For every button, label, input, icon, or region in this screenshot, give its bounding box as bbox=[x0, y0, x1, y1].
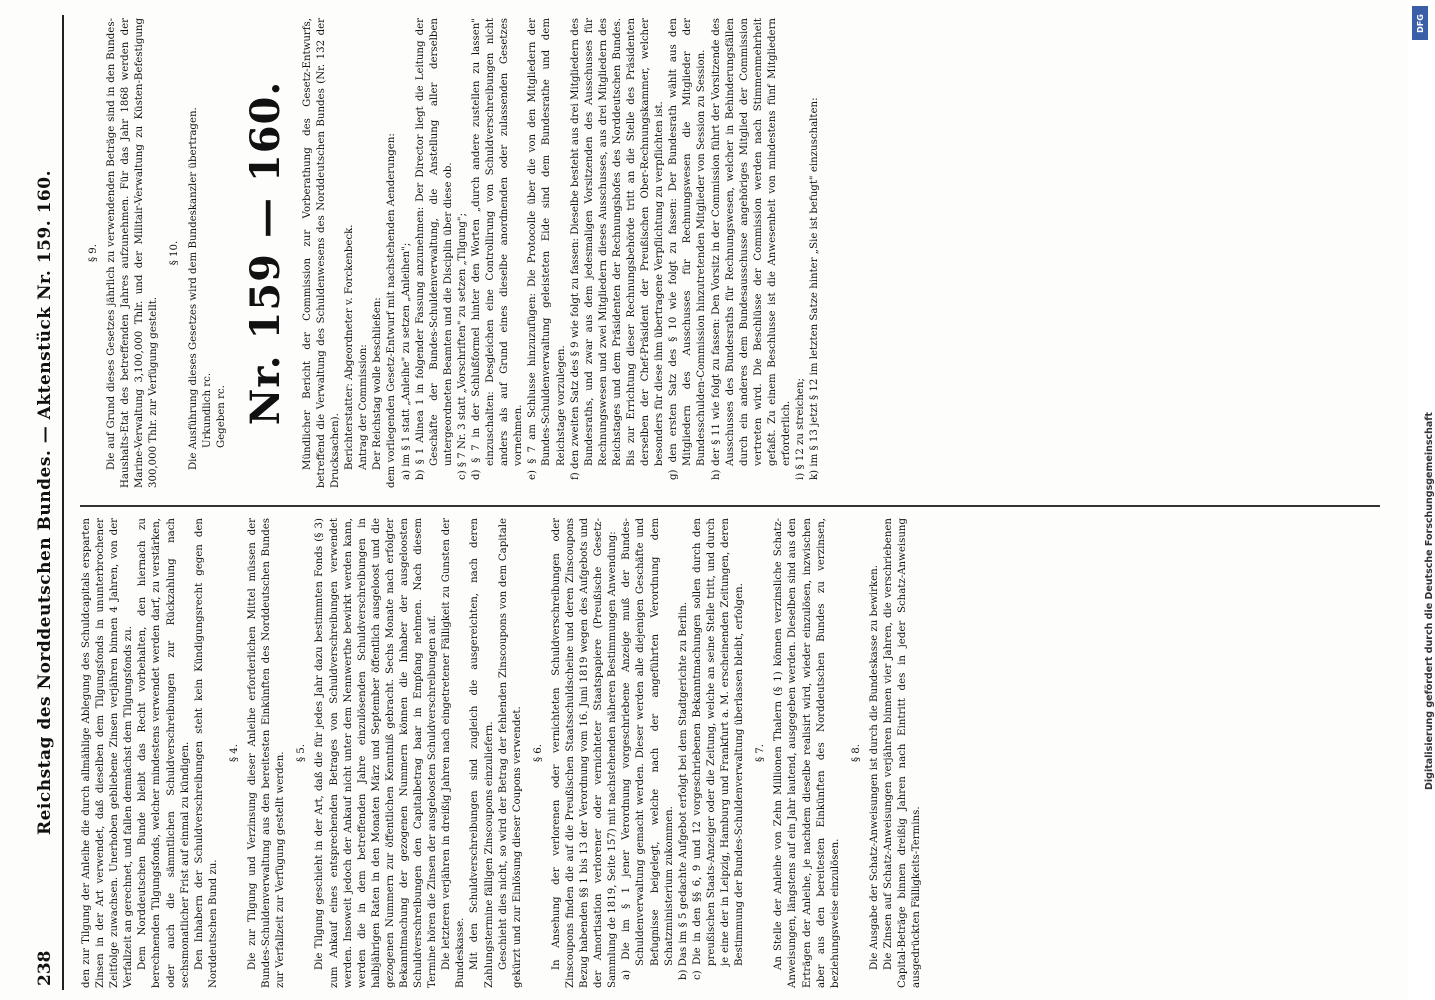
signature-line: Gegeben rc. bbox=[215, 385, 227, 448]
dfg-sidebar bbox=[1408, 0, 1435, 1000]
list-item: e) § 7 am Schlusse hinzuzufügen: Die Protocolle über die von den Mitgliedern der Bundes-Schuldenverwaltung geleisteten Eide sind dem Bundesrathe und dem Reichstage vorzulegen. bbox=[527, 18, 567, 480]
paragraph: Berichterstatter: Abgeordneter v. Forckenbeck. bbox=[344, 224, 356, 470]
paragraph: Der Reichstag wolle beschließen: bbox=[372, 297, 384, 470]
list-item: g) den ersten Satz des § 10 wie folgt zu fassen: Der Bundesrath wählt aus den Mitgliedern des Ausschusses für Rechnungswesen die Mitglieder der Bundesschulden-Commission hinzutretenden Mitglieder von Session zu Session. bbox=[668, 18, 708, 480]
rotated-document-page bbox=[20, 0, 1400, 1000]
dfg-notice bbox=[1410, 10, 1435, 990]
paragraph: den zur Tilgung der Anleihe die durch allmählige Ablegung des Schuldcapitals ersparten Zinsen in der Art verwendet, daß dieselben dem Tilgungsfonds in ununterbrochener Zeitfolge zuwachsen. Unerhoben gebliebene Zinsen verjähren binnen 4 Jahren, von der Verfallzeit an gerechnet, und fallen demnächst dem Tilgungsfonds zu. bbox=[81, 518, 135, 988]
paragraph: Die zur Tilgung und Verzinsung dieser Anleihe erforderlichen Mittel müssen der Bundes-Schuldenverwaltung aus den bereitesten Einkünften des Norddeutschen Bundes zur Verfallzeit zur Verfügung gestellt werden. bbox=[247, 518, 287, 988]
list-item: f) den zweiten Satz des § 9 wie folgt zu fassen: Dieselbe besteht aus drei Mitgliedern des Bundesraths, und zwar aus dem jedesmaligen Vorsitzenden des Ausschusses für Rechnungswesen und zwei Mitgliedern dieses Ausschusses, aus drei Mitgliedern des Reichstages und dem Präsidenten der Rechnungshofes des Norddeutschen Bundes. Bis zur Errichtung dieser Rechnungsbehörde tritt an die Stelle des Präsidenten derselben der Chef-Präsident der Preußischen Ober-Rechnungskammer, welcher besonders für diese ihm übertragene Verpflichtung zu verpflichten ist. bbox=[569, 18, 666, 480]
paragraph: Den Inhabern der Schuldverschreibungen steht kein Kündigungsrecht gegen den Norddeutschen Bund zu. bbox=[193, 518, 219, 988]
list-item: k) im § 13 jetzt § 12 im letzten Satze hinter „Sie ist befugt" einzuschalten: bbox=[809, 97, 821, 480]
dfg-logo-text: DFG bbox=[1415, 13, 1425, 33]
list-item: c) § 7 Nr. 3 statt „Vorschriften" zu setzen „Tilgung"; bbox=[456, 212, 468, 480]
section-heading: § 10. bbox=[169, 240, 181, 266]
paragraph: Die Tilgung geschieht in der Art, daß die für jedes Jahr dazu bestimmten Fonds (§ 3) zum Ankauf eines entsprechenden Betrages von Schuldverschreibungen verwendet werden. Insoweit jedoch der Ankauf nicht unter dem Nennwerthe bewirkt werden kann, werden die in dem betreffenden Jahre einzulösenden Schuldverschreibungen in halbjährigen Raten in den Monaten März und September öffentlich ausgeloost und die gezogenen Nummern zur öffentlichen Kenntniß gebracht. Sechs Monate nach erfolgter Bekanntmachung der gezogenen Nummern können die Inhaber der ausgeloosten Schuldverschreibungen den Capitalbetrag baar in Empfang nehmen. Nach diesem Termine hören die Zinsen der ausgeloosten Schuldverschreibungen auf. bbox=[314, 518, 439, 988]
section-heading: § 8. bbox=[850, 743, 862, 763]
list-item: a) im § 1 statt „Anleihe" zu setzen „Anleihen"; bbox=[400, 242, 412, 480]
paragraph: Die Zinsen auf Schatz-Anweisungen verjähren binnen vier Jahren, die verschriebenen Capital-Beträge binnen dreißig Jahren nach Eintritt des in jeder Schatz-Anweisung ausgedrückten Fälligkeits-Termins. bbox=[882, 518, 923, 988]
column-divider bbox=[80, 505, 1380, 507]
list-item: b) Das im § 5 gedachte Aufgebot erfolgt bei dem Stadtgerichte zu Berlin. bbox=[677, 602, 689, 980]
paragraph: Die auf Grund dieses Gesetzes jährlich zu verwendenden Beträge sind in den Bundes-Haushalts-Etat des betreffenden Jahres aufzunehmen. Für das Jahr 1868 werden der Marine-Verwaltung 3,100,000 Thlr. und der Militair-Verwaltung zu Küsten-Befestigung 300,000 Thlr. zur Verfügung gestellt. bbox=[106, 18, 160, 488]
dfg-notice-text: Digitalisierung gefördert durch die Deutsche Forschungsgemeinschaft bbox=[1424, 412, 1435, 790]
section-heading: § 9. bbox=[88, 243, 99, 263]
list-item: a) Die im § 1 jener Verordnung vorgeschriebene Anzeige muß der Bundes-Schuldenverwaltung gemacht werden. Dieser werden alle diejenigen Geschäfte und Befugnisse beigelegt, welche nach der angeführten Verordnung dem Schatzministerium zukommen. bbox=[621, 518, 675, 980]
section-heading: § 6. bbox=[532, 743, 544, 763]
list-item: h) der § 11 wie folgt zu fassen: Den Vorsitz in der Commission führt der Vorsitzende des Ausschusses des Bundesraths für Rechnungswesen, welcher in Behinderungsfällen durch ein anderes dem Bundesausschusse angehöriges Mitglied der Commission vertreten wird. Die Beschlüsse der Commission werden nach Stimmenmehrheit gefaßt. Zu einem Beschlusse ist die Anwesenheit von mindestens fünf Mitgliedern erforderlich. bbox=[710, 18, 793, 480]
section-heading: § 4. bbox=[228, 743, 240, 763]
list-item: b) § 1 Alinea 1 in folgender Fassung anzunehmen: Der Director liegt die Leitung der Geschäfte der Bundes-Schuldenverwaltung, die Anstellung aller derselben untergeordneten Beamten und die Disciplin über diese ob. bbox=[414, 18, 454, 480]
page-title: Reichstag des Norddeutschen Bundes. — Aktenstück Nr. 159. 160. bbox=[35, 170, 55, 836]
left-column bbox=[80, 518, 1380, 988]
section-heading: § 5. bbox=[296, 743, 308, 763]
page-number: 238 bbox=[35, 950, 55, 986]
paragraph: In Ansehung der verlorenen oder vernichteten Schuldverschreibungen oder Zinscoupons finden die auf die Preußischen Staatsschuldscheine und deren Zinscoupons Bezug habenden §§ 1 bis 13 der Verordnung vom 16. Juni 1819 wegen des Aufgebots und der Amortisation verlorener oder vernichteter Staatspapiere (Preußische Gesetz-Sammlung de 1819, Seite 157) mit nachstehenden näheren Bestimmungen Anwendung: bbox=[550, 518, 619, 988]
paragraph: Geschieht dies nicht, so wird der Betrag der fehlenden Zinscoupons von dem Capitale gekürzt und zur Einlösung dieser Coupons verwendet. bbox=[497, 518, 523, 988]
paragraph: Antrag der Commission: bbox=[358, 344, 370, 470]
document-number-heading: Nr. 159 — 160. bbox=[241, 80, 289, 426]
list-item: c) Die in den §§ 6, 9 und 12 vorgeschriebenen Bekanntmachungen sollen durch den preußischen Staats-Anzeiger oder die Zeitung, welche an seine Stelle tritt, und durch je eine der in Leipzig, Hamburg und Frankfurt a. M. erscheinenden Zeitungen, deren Bestimmung der Bundes-Schuldenverwaltung überlassen bleibt, erfolgen. bbox=[691, 518, 746, 980]
section-heading: § 7. bbox=[755, 743, 767, 763]
right-column bbox=[80, 18, 1380, 488]
paragraph: Mündlicher Bericht der Commission zur Vorberathung des Gesetz-Entwurfs, betreffend die Verwaltung des Schuldenwesens des Norddeutschen Bundes (Nr. 132 der Drucksachen). bbox=[301, 18, 342, 488]
list-item: d) § 7 in der Schlußformel hinter den Worten „durch andere zustellen zu lassen" einzuschalten: Desgleichen eine Controllirung von Schuldverschreibungen nicht anders als auf Grund eines dieselbe anordnenden oder zulassenden Gesetzes vornehmen. bbox=[470, 18, 525, 480]
paragraph: Dem Norddeutschen Bunde bleibt das Recht vorbehalten, den hiernach zu berechnenden Tilgungsfonds, welcher mindestens verwendet werden darf, zu verstärken, oder auch die sämmtlichen Schuldverschreibungen zur Rückzahlung nach sechsmonatlicher Frist auf einmal zu kündigen. bbox=[137, 518, 191, 988]
paragraph: Die Ausführung dieses Gesetzes wird dem Bundeskanzler übertragen. bbox=[187, 107, 199, 470]
signature-line: Urkundlich rc. bbox=[201, 372, 213, 448]
paragraph: Mit den Schuldverschreibungen sind zugleich die ausgereichten, nach deren Zahlungstermine fälligen Zinscoupons einzuliefern. bbox=[469, 518, 495, 988]
list-item: i) § 12 zu streichen; bbox=[795, 378, 807, 480]
running-head bbox=[36, 15, 64, 990]
paragraph: dem vorliegenden Gesetz-Entwurf mit nachstehenden Aenderungen: bbox=[386, 133, 398, 488]
paragraph: An Stelle der Anleihe von Zehn Millionen Thalern (§ 1) können verzinsliche Schatz-Anweisungen, längstens auf ein Jahr lautend, ausgegeben werden. Dieselben sind aus den Erträgen der Anleihe, je nachdem dieselbe realisirt wird, wieder einzulösen, inzwischen aber aus den bereitesten Einkünften des Norddeutschen Bundes zu verzinsen, beziehungsweise einzulösen. bbox=[773, 518, 841, 988]
paragraph: Die Ausgabe der Schatz-Anweisungen ist durch die Bundeskasse zu bewirken. bbox=[868, 565, 880, 970]
paragraph: Die letzteren verjähren in dreißig Jahren nach eingetretener Fälligkeit zu Gunsten der Bundeskasse. bbox=[441, 518, 467, 988]
